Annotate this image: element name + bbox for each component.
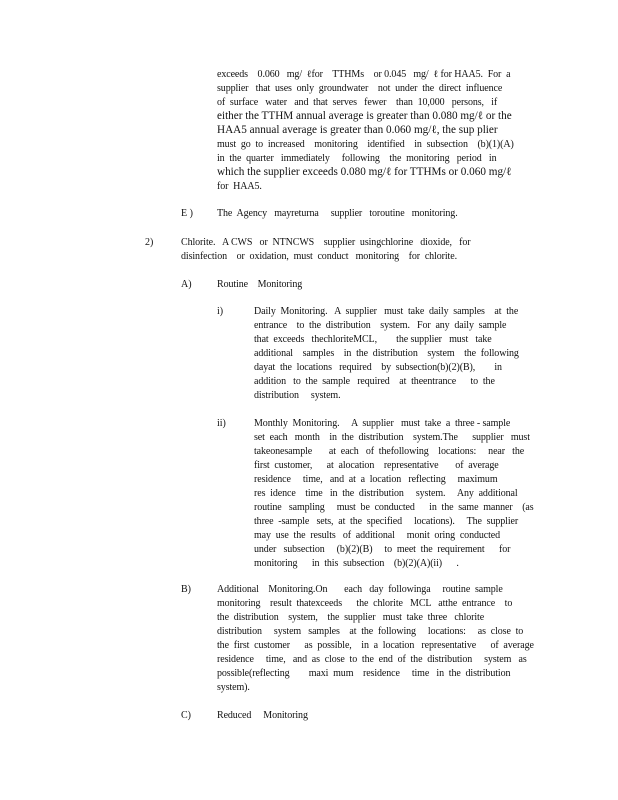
item-ii-line: residence time, and at a location reflecting maximum [254,474,498,485]
continuation-line: must go to increased monitoring identified in subsection (b)(1)(A) [217,139,514,150]
item-ii-line: monitoring in this subsection (b)(2)(A)(ii) . [254,558,459,569]
item-2-line: disinfection or oxidation, must conduct monitoring for chlorite. [181,251,457,262]
item-b-line: monitoring result thatexceeds the chlorite MCL atthe entrance to [217,598,513,609]
item-i-line: that exceeds thechloriteMCL, the supplier must take [254,334,492,345]
item-a-marker: A) [181,279,192,290]
item-e-marker: E ) [181,208,193,219]
item-ii-line: res idence time in the distribution system. Any additional [254,488,518,499]
item-i-marker: i) [217,306,224,317]
item-a-heading: Routine Monitoring [217,279,303,290]
item-b-line: Additional Monitoring.On each day followinga routine sample [217,584,503,595]
item-ii-line: Monthly Monitoring. A supplier must take a three - sample [254,418,511,429]
item-ii-line: under subsection (b)(2)(B) to meet the requirement for [254,544,511,555]
item-b-marker: B) [181,584,191,595]
item-i-line: distribution system. [254,390,341,401]
item-i-line: additional samples in the distribution system the following [254,348,519,359]
item-ii-line: routine sampling must be conducted in the same manner (as [254,502,534,513]
continuation-line: either the TTHM annual average is greater than 0.080 mg/ℓ or the [217,110,512,122]
continuation-line: which the supplier exceeds 0.080 mg/ℓ for TTHMs or 0.060 mg/ℓ [217,166,512,178]
item-ii-line: set each month in the distribution system.The supplier must [254,432,530,443]
item-2-marker: 2) [145,237,154,248]
item-ii-line: three -sample sets, at the specified locations). The supplier [254,516,519,527]
item-b-line: system). [217,682,250,693]
item-c-heading: Reduced Monitoring [217,710,308,721]
item-ii-line: may use the results of additional monit oring conducted [254,530,501,541]
item-i-line: dayat the locations required by subsection(b)(2)(B), in [254,362,502,373]
item-b-line: the distribution system, the supplier must take three chlorite [217,612,485,623]
continuation-line: of surface water and that serves fewer than 10,000 persons, if [217,97,498,108]
item-c-marker: C) [181,710,191,721]
item-2-line: Chlorite. A CWS or NTNCWS supplier usingchlorine dioxide, for [181,237,471,248]
continuation-line: supplier that uses only groundwater not under the direct influence [217,83,503,94]
item-e-text: The Agency mayreturna supplier toroutine monitoring. [217,208,458,219]
continuation-line: for HAA5. [217,181,262,192]
item-ii-marker: ii) [217,418,226,429]
item-b-line: possible(reflecting maxi mum residence time in the distribution [217,668,511,679]
item-ii-line: takeonesample at each of thefollowing locations: near the [254,446,525,457]
item-b-line: the first customer as possible, in a location representative of average [217,640,534,651]
item-i-line: addition to the sample required at theentrance to the [254,376,495,387]
continuation-line: HAA5 annual average is greater than 0.060 mg/ℓ, the sup plier [217,124,498,136]
item-i-line: entrance to the distribution system. For any daily sample [254,320,507,331]
continuation-line: exceeds 0.060 mg/ ℓfor TTHMs or 0.045 mg/ ℓ for HAA5. For a [217,69,511,80]
continuation-line: in the quarter immediately following the monitoring period in [217,153,497,164]
item-b-line: distribution system samples at the following locations: as close to [217,626,524,637]
item-i-line: Daily Monitoring. A supplier must take daily samples at the [254,306,519,317]
item-b-line: residence time, and as close to the end of the distribution system as [217,654,527,665]
item-ii-line: first customer, at alocation representative of average [254,460,499,471]
